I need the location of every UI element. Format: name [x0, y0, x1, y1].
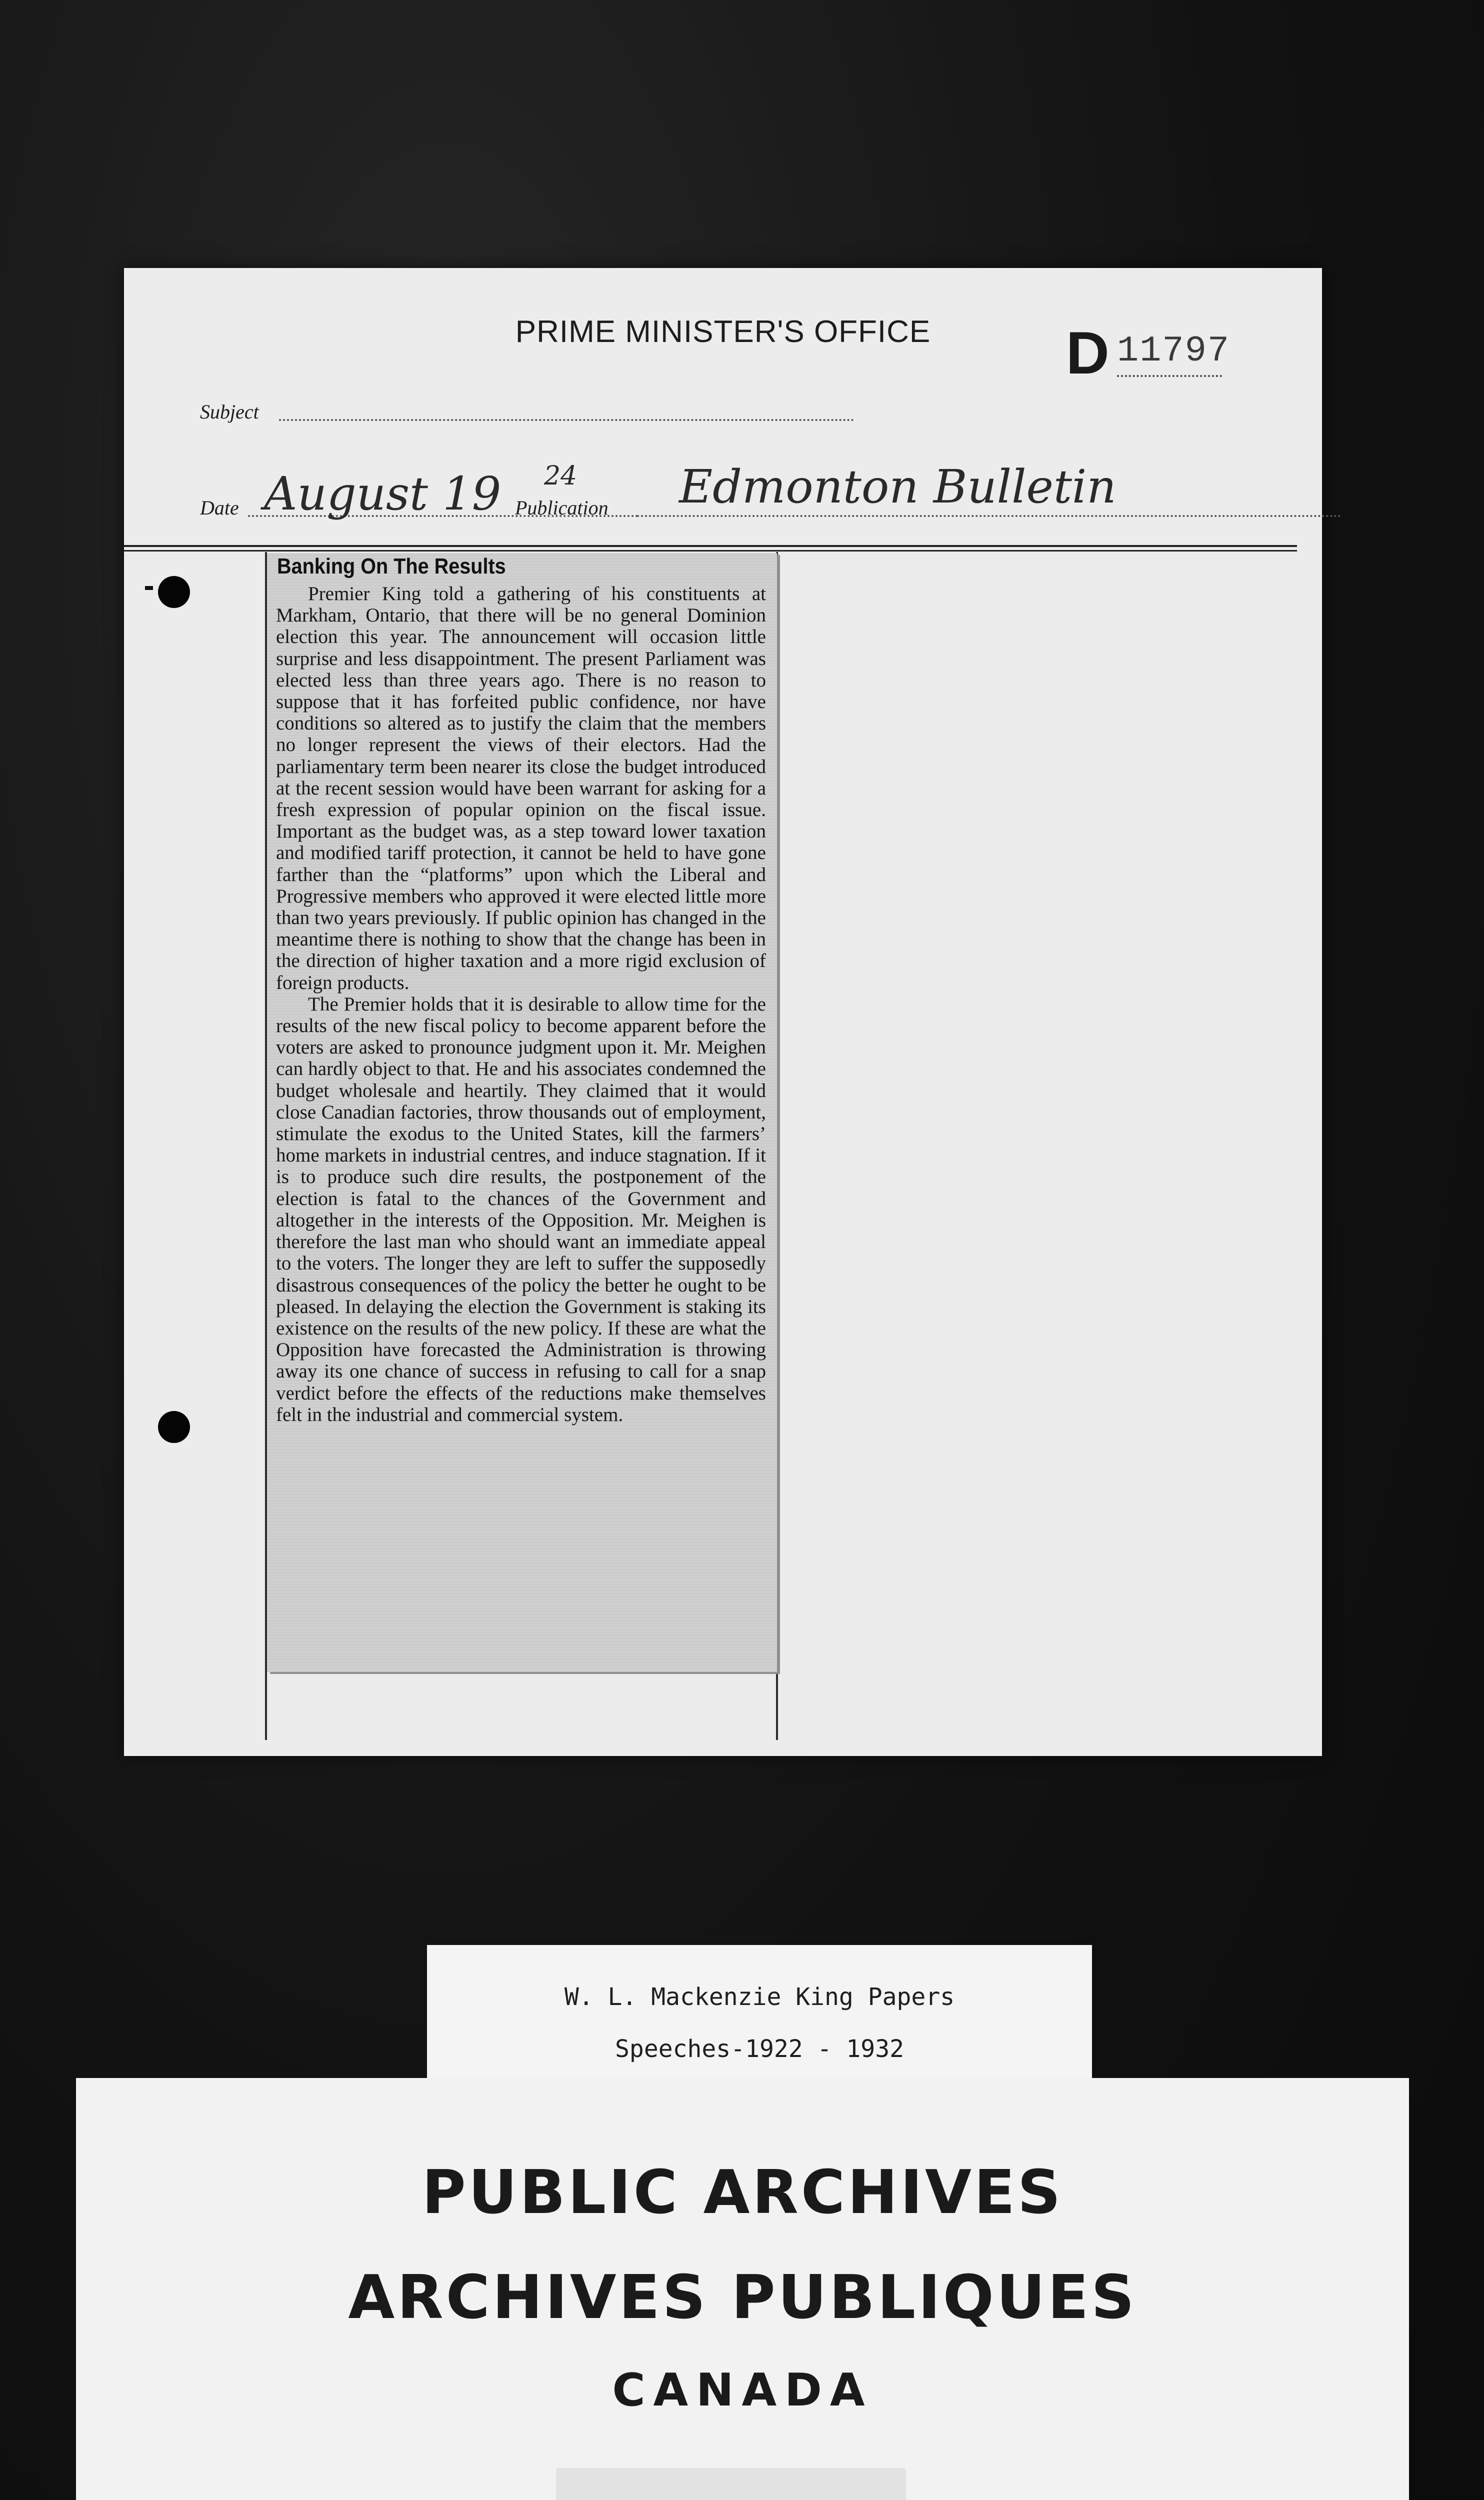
punch-hole-icon [158, 576, 190, 608]
subject-line [279, 419, 854, 421]
clipping-headline: Banking On The Results [277, 554, 506, 578]
archives-english: PUBLIC ARCHIVES [422, 2158, 1064, 2228]
collection-label-card [427, 1945, 1092, 2095]
file-sheet [124, 268, 1322, 1756]
date-value: August 19 [264, 467, 502, 520]
archives-board [76, 2078, 1409, 2500]
office-title: PRIME MINISTER'S OFFICE [515, 314, 931, 349]
document-number-rule [1117, 375, 1222, 377]
publication-label: Publication [515, 496, 608, 519]
collection-series: Speeches-1922 - 1932 [615, 2035, 904, 2063]
newspaper-clipping [267, 553, 777, 1672]
clipping-paragraph: The Premier holds that it is desirable to allow time for the results of the new fiscal policy to become apparent before the voters are asked to pronounce judgment upon it. Mr. Meighen can hardly object to that. He and his associates condemned the budget wholesale and heartily. They claimed that it would close Canadian factories, throw thousands out of employment, stimulate the exodus to the United States, kill the farmers’ home markets in industrial centres, and induce stagnation. If it is to produce such dire results, the postponement of the election is fatal to the chances of the Government and altogether in the interests of the Opposition. Mr. Meighen is therefore the last man who should want an immediate appeal to the voters. The longer they are left to suffer the supposedly disastrous consequences of the policy the better he ought to be pleased. In delaying the election the Government is staking its existence on the results of the new policy. If these are what the Opposition have forecasted the Administration is throwing away its one chance of success in refusing to call for a snap verdict before the effects of the reductions make themselves felt in the industrial and commercial system. [276, 993, 766, 1426]
clipping-body [276, 583, 766, 1426]
publication-line [637, 515, 1341, 517]
collection-name: W. L. Mackenzie King Papers [564, 1983, 955, 2011]
clipping-paragraph: Premier King told a gathering of his constituents at Markham, Ontario, that there will be no general Dominion election this year. The announcement will occasion little surprise and less disappointment. The present Parliament was elected less than three years ago. There is no reason to suppose that it has forfeited public confidence, nor have conditions so altered as to justify the claim that the members no longer represent the views of their electors. Had the parliamentary term been nearer its close the budget introduced at the recent session would have been warrant for asking for a fresh expression of popular opinion on the fiscal issue. Important as the budget was, as a step toward lower taxation and modified tariff protection, it cannot be held to have gone farther than the “platforms” upon which the Liberal and Progressive members who approved it were elected little more than two years previously. If public opinion has changed in the meantime there is nothing to show that the change has been in the direction of higher taxation and a more rigid exclusion of foreign products. [276, 583, 766, 994]
board-smudge [556, 2468, 906, 2500]
document-prefix: D [1066, 320, 1110, 386]
archives-country: CANADA [612, 2364, 873, 2416]
punch-hole-icon [158, 1411, 190, 1443]
publication-value: Edmonton Bulletin [679, 460, 1116, 514]
document-number [1066, 320, 1256, 386]
header-rule [124, 545, 1297, 552]
year-value: 24 [544, 461, 578, 491]
date-label: Date [200, 496, 239, 519]
subject-label: Subject [200, 400, 259, 423]
archives-french: ARCHIVES PUBLIQUES [348, 2263, 1137, 2332]
margin-tick [145, 586, 153, 590]
document-number-value: 11797 [1117, 330, 1230, 372]
